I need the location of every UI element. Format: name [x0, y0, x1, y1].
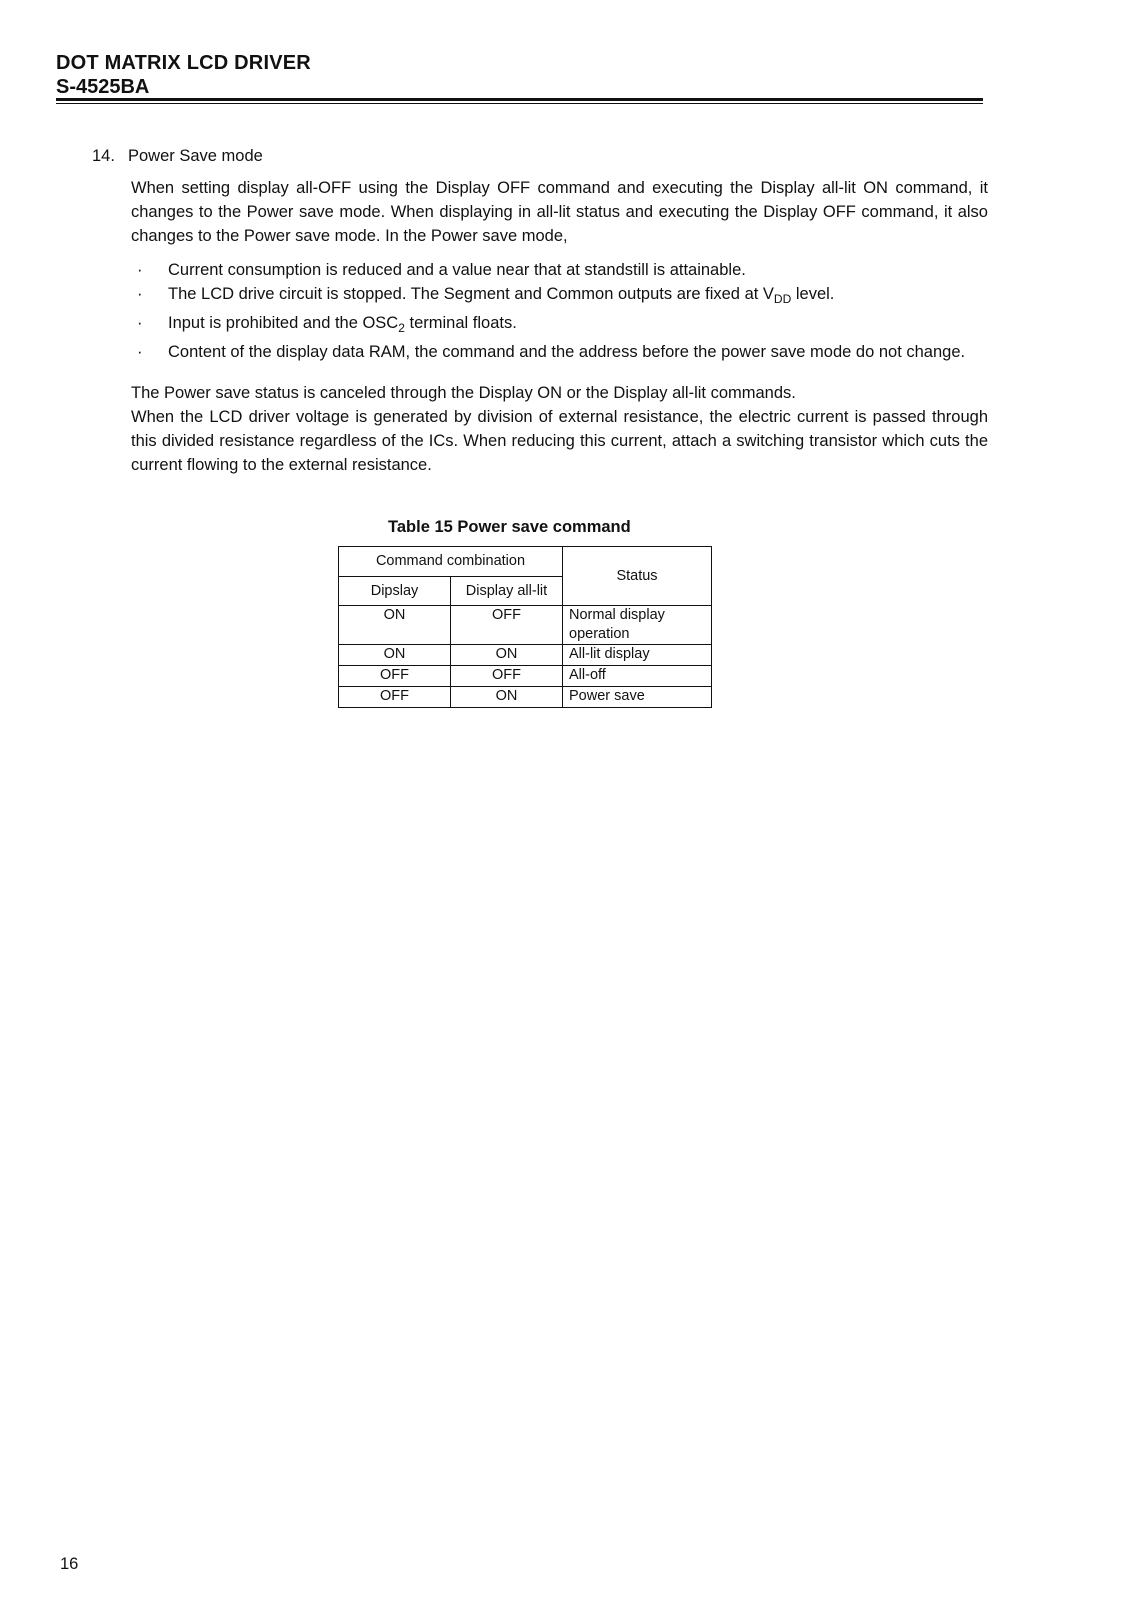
table-row — [339, 666, 712, 687]
cell-display: OFF — [339, 666, 451, 687]
cell-all-lit: ON — [451, 687, 563, 708]
table-header-display: Dipslay — [339, 577, 451, 606]
bullet-dot: · — [137, 285, 143, 303]
resistance-paragraph: When the LCD driver voltage is generated by division of external resistance, the electric current is passed through this divided resistance regardless of the ICs. When reducing this current, attach a switching transistor which cuts the current flowing to the external resistance. — [131, 408, 988, 474]
bullet-dot: · — [137, 314, 143, 332]
cell-status: All-lit display — [563, 645, 712, 666]
cell-display: ON — [339, 606, 451, 645]
cell-status: Normal display operation — [563, 606, 712, 645]
header-part-number: S-4525BA — [56, 76, 150, 98]
header-rule-thick — [56, 98, 983, 101]
cell-display: OFF — [339, 687, 451, 708]
table-row — [339, 606, 712, 645]
header-rule-thin — [56, 103, 983, 104]
intro-paragraph: When setting display all-OFF using the Display OFF command and executing the Display all-lit ON command, it changes to the Power save mode. When displaying in all-lit status and executing the Display OFF command, it also changes to the Power save mode. In the Power save mode, — [131, 179, 988, 245]
power-save-command-table — [338, 546, 712, 708]
bullet-dot: · — [137, 261, 143, 279]
cell-all-lit: OFF — [451, 606, 563, 645]
bullet-item: · Input is prohibited and the $OSC_2$ terminal floats. — [131, 311, 988, 340]
section-title: Power Save mode — [128, 147, 263, 165]
table-header-display-all-lit: Display all-lit — [451, 577, 563, 606]
bullet-list — [131, 258, 988, 364]
cell-status: Power save — [563, 687, 712, 708]
bullet-item: · The LCD drive circuit is stopped. The Segment and Common outputs are fixed at $V_{DD}$ level. — [131, 282, 988, 311]
page-number: 16 — [60, 1555, 79, 1573]
cell-display: ON — [339, 645, 451, 666]
cell-all-lit: OFF — [451, 666, 563, 687]
section-heading — [92, 145, 263, 167]
cell-status: All-off — [563, 666, 712, 687]
table-row — [339, 645, 712, 666]
table-group-header: Command combination — [339, 547, 563, 577]
table-header-status: Status — [563, 547, 712, 606]
bullet-item: · Content of the display data RAM, the command and the address before the power save mode do not change. — [131, 340, 988, 364]
bullet-item: · Current consumption is reduced and a value near that at standstill is attainable. — [131, 258, 988, 282]
table-caption: Table 15 Power save command — [388, 518, 631, 536]
cancel-paragraph: The Power save status is canceled through the Display ON or the Display all-lit commands. — [131, 384, 796, 402]
section-number: 14. — [92, 147, 115, 165]
header-title: DOT MATRIX LCD DRIVER — [56, 52, 311, 74]
cell-all-lit: ON — [451, 645, 563, 666]
table-row — [339, 687, 712, 708]
bullet-dot: · — [137, 343, 143, 361]
